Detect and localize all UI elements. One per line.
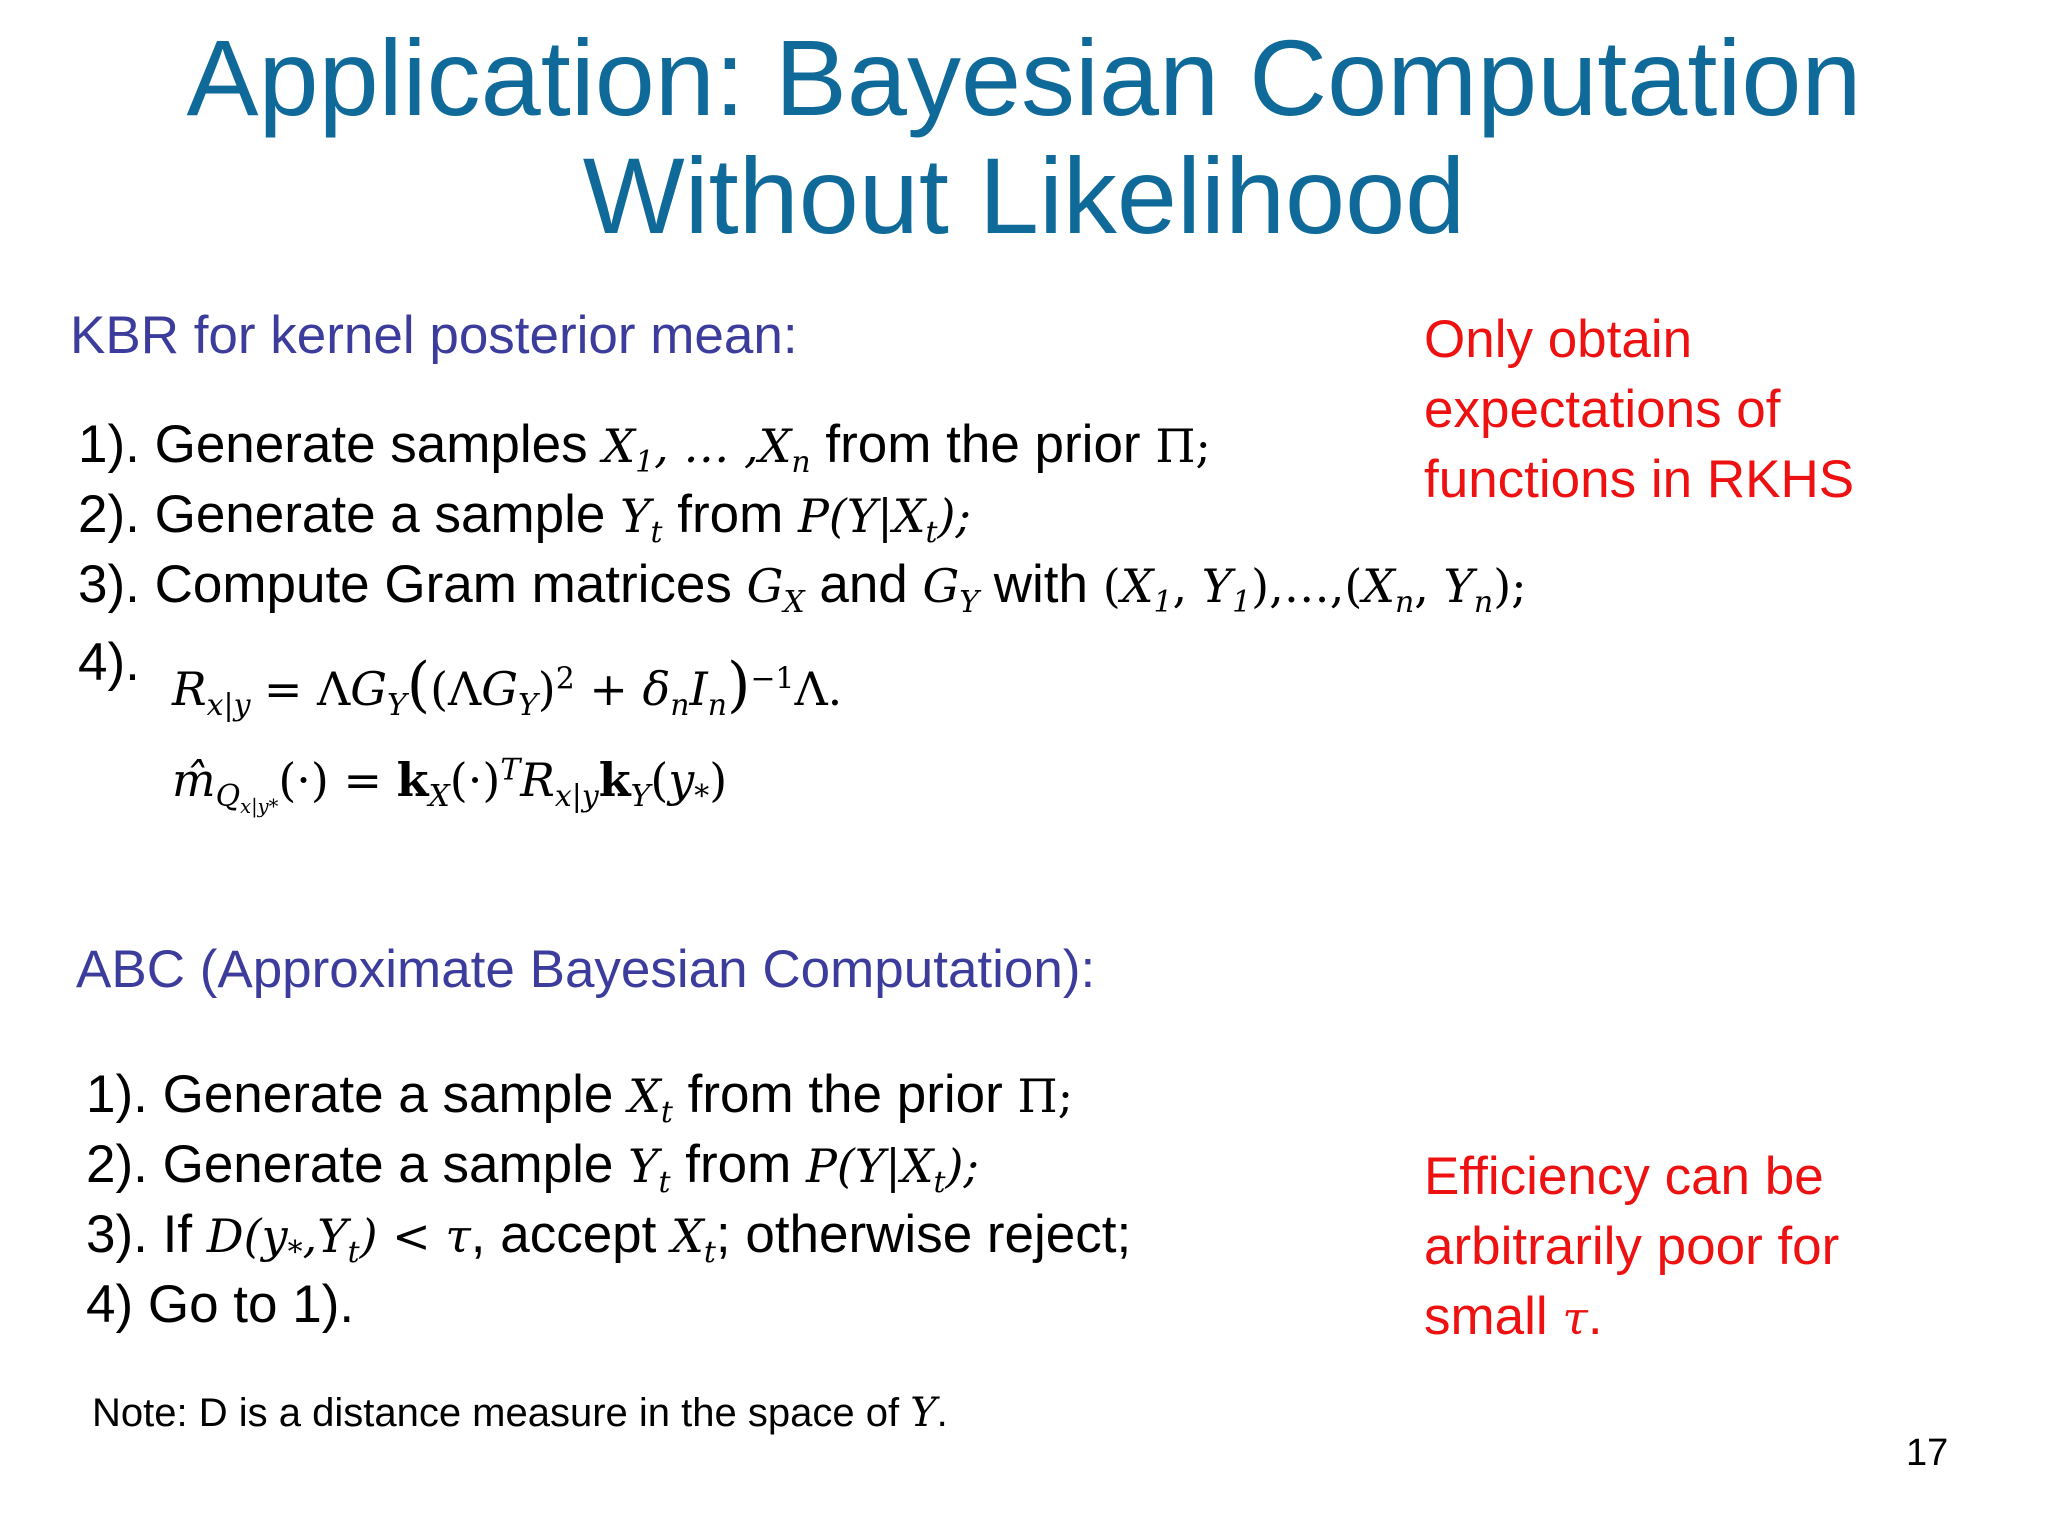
equation-r: $R_{x|y} = \Lambda G_Y((\Lambda G_Y)^2 + \delta_nI_n)^{-1}\Lambda$. [172,650,843,724]
equation-m: $m̂_{Q_{x|y*}}(\cdot) = k_X(\cdot)^TR_{x|y}k_Y(y_*)$ [172,752,728,819]
kbr-limitation-note: Only obtain expectations of functions in RKHS [1424,310,1855,509]
abc-step-2: 2). Generate a sample $Y_t$ from $P(Y|X_t)$; [86,1135,979,1201]
abc-step-1: 1). Generate a sample $X_t$ from the prior Π; [86,1065,1074,1131]
kbr-step-1: 1). Generate samples $X_1$, … $,X_n$ from the prior Π; [78,415,1211,481]
kbr-step-4: 4). [78,633,140,692]
kbr-step-3: 3). Compute Gram matrices $G_X$ and $G_Y$ with ($X_1$, $Y_1),\dots,(X_n$, $Y_n$); [78,555,1527,621]
slide-title-line2: Without Likelihood [582,135,1466,256]
abc-step-3: 3). If $D(y_*,Y_t) < \tau$, accept $X_t$; otherwise reject; [86,1205,1132,1271]
kbr-step-2: 2). Generate a sample $Y_t$ from $P(Y|X_t)$; [78,485,971,551]
abc-step-4: 4) Go to 1). [86,1275,355,1334]
footnote: Note: D is a distance measure in the space of Y. [92,1390,948,1436]
abc-heading: ABC (Approximate Bayesian Computation): [76,940,1096,999]
page-number: 17 [1906,1432,1949,1474]
slide-title-line1: Application: Bayesian Computation [186,17,1862,138]
kbr-heading: KBR for kernel posterior mean: [70,306,798,365]
abc-efficiency-note: Efficiency can be arbitrarily poor for small τ. [1424,1147,1840,1346]
